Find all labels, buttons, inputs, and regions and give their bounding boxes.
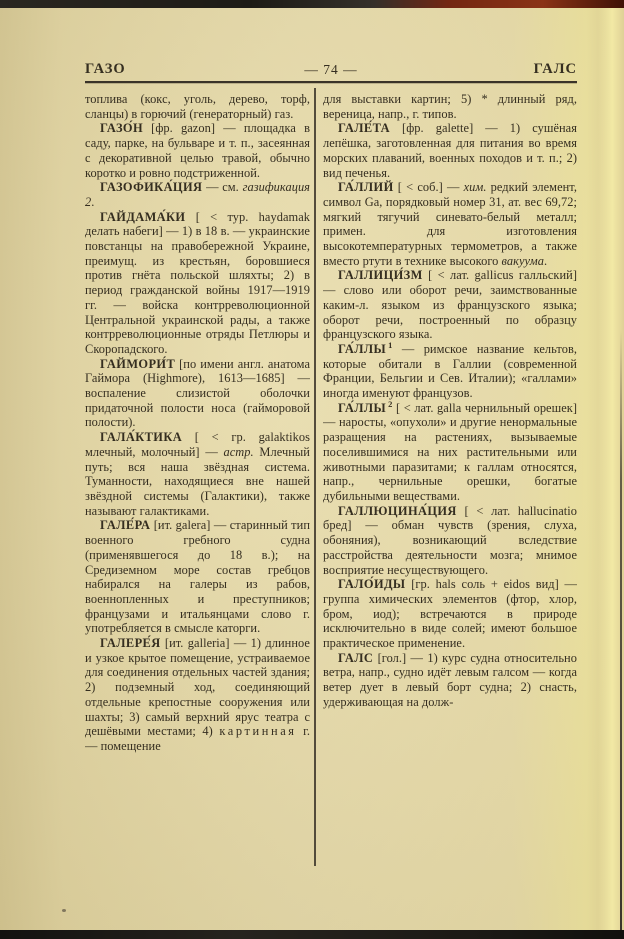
- entry-text: [ит. galleria] — 1) длинное и узкое крытое помещение, устраиваемое для соединения отдельных частей здания; 2) подземный ход, соединяющий отдельные крепостные сооружения или шахты; 3) самый верхний ярус театра с дешёвыми местами; 4): [85, 636, 310, 739]
- page-number: — 74 —: [304, 62, 358, 77]
- column-divider: [314, 88, 316, 866]
- headword: ГАЛЕРЕ́Я: [100, 636, 161, 651]
- running-head: [85, 59, 577, 78]
- entry-text: — см.: [202, 180, 243, 195]
- headword: ГАЙМОРИ́Т: [100, 356, 176, 371]
- entry-text: картинная: [219, 724, 297, 739]
- headword: ГАЗОФИКА́ЦИЯ: [100, 180, 203, 195]
- paper-speck: [62, 909, 66, 912]
- headword: ГА́ЛЛИЙ: [338, 180, 394, 195]
- dictionary-entry: [85, 180, 310, 209]
- headword: ГАЗО́Н: [100, 121, 143, 136]
- entry-text: .: [543, 253, 548, 268]
- headword: ГАЙДАМА́КИ: [100, 209, 186, 224]
- entry-text: топлива (кокс, уголь, дерево, торф, сланцы) в горючий (генераторный) газ.: [85, 92, 310, 121]
- entry-text: [гол.] — 1) курс судна относительно ветра, напр., судно идёт левым галсом — когда ветер дует в левый борт судна; 2) снасть, удерживающая на долж-: [323, 650, 577, 709]
- headword: ГА́ЛЛЫ: [338, 400, 387, 415]
- entry-text: вакуума: [501, 253, 544, 268]
- entry-text: [ < лат. hallucinatio бред] — обман чувств (зрения, слуха, обоняния), возникающий вследствие расстройства деятельности мозга; мнимое восприятие несуществующего.: [323, 503, 577, 577]
- dictionary-entry: [85, 636, 310, 754]
- entry-text: .: [91, 194, 95, 209]
- entry-text: [ит. galera] — старинный тип военного гребного судна (применявшегося до 18 в.); на Средиземном море состав гребцов набирался на галеры из рабов, военнопленных и преступников; французами и итальянцами слово г. употребляется в смысле каторги.: [85, 518, 310, 636]
- headword: ГАЛЛИЦИ́ЗМ: [338, 268, 423, 283]
- entry-text: [фр. gazon] — площадка в саду, парке, на бульваре и т. п., засеянная с декоративной целью травой, обычно коротко и ровно подстриженной.: [85, 121, 310, 180]
- entry-text: г. — помещение: [85, 724, 310, 753]
- dictionary-entry: [85, 518, 310, 636]
- dictionary-entry: [323, 577, 577, 651]
- headword: ГАЛЕ́РА: [100, 518, 151, 533]
- entry-text: хим.: [463, 180, 487, 195]
- guide-word-right: ГАЛС: [533, 61, 577, 77]
- page-right-edge-line: [620, 330, 622, 930]
- entry-text: редкий элемент, символ Ga, порядковый номер 31, ат. вес 69,72; мягкий тягучий синевато-белый металл; примен. для изготовления высокотемпературных термометров, а также вместо ртути в технике высокого: [323, 180, 577, 268]
- headword: ГАЛЕ́ТА: [338, 121, 390, 136]
- dictionary-entry: [323, 180, 577, 268]
- dictionary-entry: [323, 121, 577, 180]
- entry-text: астр.: [223, 444, 254, 459]
- dictionary-entry: [323, 504, 577, 578]
- header-rule: [85, 81, 577, 83]
- entry-text: [ < соб.] —: [393, 180, 464, 195]
- dictionary-entry: [85, 210, 310, 357]
- dictionary-entry: [323, 339, 577, 401]
- dictionary-entry: [85, 92, 310, 121]
- entry-text: Млечный путь; вся наша звёздная система. Туманности, находящиеся вне нашей звёздной системы (Галактики), также называют галактиками.: [85, 444, 310, 518]
- dictionary-entry: [85, 121, 310, 180]
- headword: ГА́ЛЛЫ: [338, 341, 387, 356]
- dictionary-entry: [85, 430, 310, 518]
- text-column-left: [85, 92, 310, 860]
- text-column-right: [323, 92, 577, 860]
- entry-text: газификация 2: [85, 180, 310, 209]
- entry-text: [гр. hals соль + eidos вид] — группа химических элементов (фтор, хлор, бром, иод); встречаются в природе исключительно в виде солей; имеют большое практическое применение.: [323, 577, 577, 651]
- headword: ГАЛО́ИДЫ: [338, 577, 406, 592]
- entry-text: [ < гр. galaktikos млечный, молочный] —: [85, 430, 310, 459]
- entry-text: [фр. galette] — 1) сушёная лепёшка, заготовленная для питания во время морских плаваний, военных походов и т. п.; 2) вид печенья.: [323, 121, 577, 180]
- guide-word-left: ГАЗО: [85, 61, 126, 77]
- dictionary-entry: [323, 651, 577, 710]
- dictionary-entry: [85, 357, 310, 431]
- entry-text: 2: [388, 398, 393, 409]
- headword: ГАЛА́КТИКА: [100, 430, 183, 445]
- entry-text: — римское название кельтов, которые обитали в Галлии (современной Франции, Бельгии и Сев. Италии); «галлами» иногда именуют французов.: [323, 341, 577, 401]
- dictionary-entry: [323, 398, 577, 504]
- dictionary-entry: [323, 92, 577, 121]
- entry-text: [по имени англ. анатома Гаймора (Highmore), 1613—1685] — воспаление слизистой оболочки придаточной полости носа (гайморовой полости).: [85, 356, 310, 430]
- headword: ГАЛС: [338, 650, 374, 665]
- entry-text: [ < лат. gallicus галльский] — слово или оборот речи, заимствованные каким-л. языком из французского языка; оборот речи, построенный по образцу французского языка.: [323, 268, 577, 342]
- entry-text: [ < лат. galla чернильный орешек] — наросты, «опухоли» и другие ненормальные разращения на растениях, вызываемые поселившимися на них растительными или животными паразитами; к галлам относятся, напр., чернильные орешки, богатые дубильными веществами.: [323, 400, 577, 503]
- page-bottom-edge: [0, 930, 624, 939]
- entry-text: для выставки картин; 5) * длинный ряд, вереница, напр., г. типов.: [323, 92, 577, 121]
- entry-text: [ < тур. haydamak делать набеги] — 1) в 18 в. — украинские повстанцы на правобережной Украине, преимущ. из крестьян, боровшиеся против гнёта польской шляхты; 2) в период гражданской войны 1917—1919 гг. — войска контрреволюционной Центральной украинской рады, а также контрреволюционные отряды Петлюры и Скоропадского.: [85, 209, 310, 356]
- dictionary-entry: [323, 268, 577, 342]
- headword: ГАЛЛЮЦИНА́ЦИЯ: [338, 503, 457, 518]
- page-top-edge: [0, 0, 624, 8]
- entry-text: 1: [388, 339, 393, 350]
